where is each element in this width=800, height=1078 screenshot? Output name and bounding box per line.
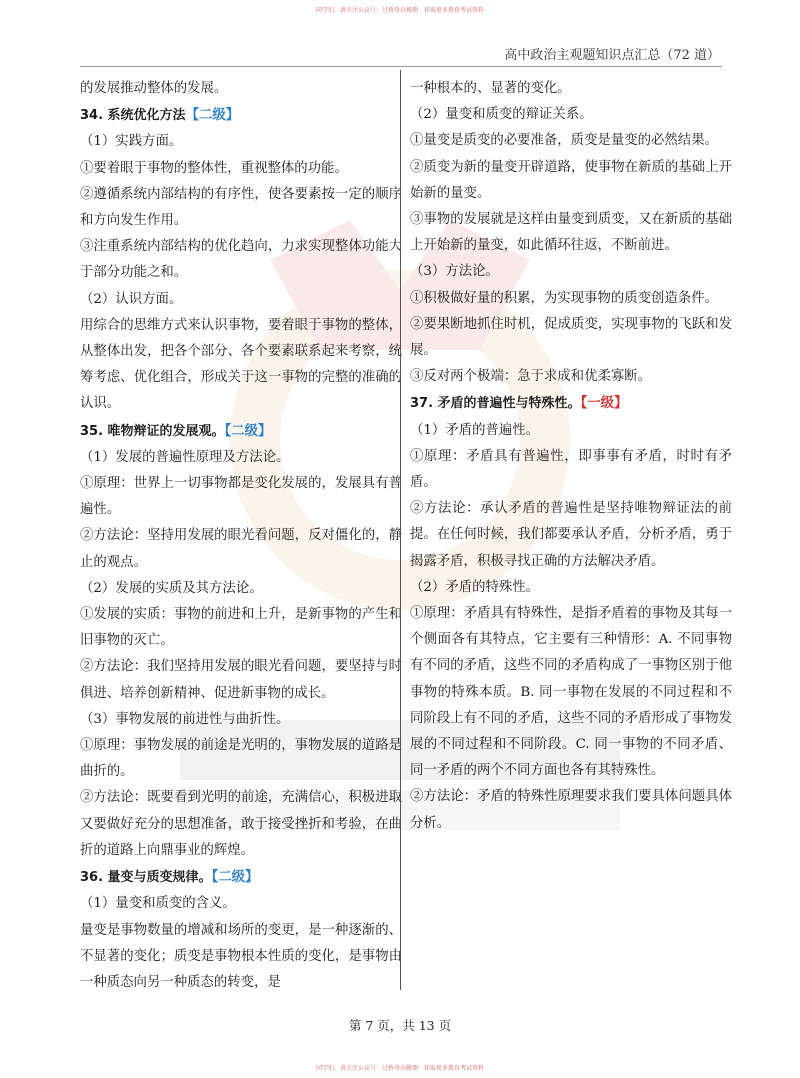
body-paragraph: ①要着眼于事物的整体性，重视整体的功能。 [80,160,348,176]
body-paragraph: ①量变是质变的必要准备，质变是量变的必然结果。 [410,133,718,149]
section-heading [80,418,402,445]
level-tag: 【一级】 [580,395,628,412]
body-paragraph: ③事物的发展就是这样由量变到质变，又在新质的基础上开始新的量变，如此循环往返，不断前进。 [410,212,732,254]
body-paragraph: 量变是事物数量的增减和场所的变更，是一种逐渐的、不显著的变化；质变是事物根本性质的变化，是事物由一种质态向另一种质态的转变，是 [80,922,402,990]
body-paragraph: 用综合的思维方式来认识事物，要着眼于事物的整体，从整体出发，把各个部分、各个要素联系起来考察，统筹考虑、优化组合，形成关于这一事物的完整的准确的认识。 [80,317,402,412]
body-paragraph: （2）认识方面。 [80,291,183,307]
body-paragraph: 的发展推动整体的发展。 [80,81,228,96]
body-paragraph: ②质变为新的量变开辟道路，使事物在新质的基础上开始新的量变。 [410,159,732,201]
body-paragraph: （2）量变和质变的辩证关系。 [410,107,593,123]
body-paragraph: ②要果断地抓住时机，促成质变，实现事物的飞跃和发展。 [410,316,732,359]
body-paragraph: （1）矛盾的普遍性。 [410,422,540,438]
right-column [410,76,732,837]
section-heading-title: 37. 矛盾的普遍性与特殊性。 [410,396,581,412]
body-paragraph: ②遵循系统内部结构的有序性，使各要素按一定的顺序和方向发生作用。 [80,186,402,229]
body-paragraph: ②方法论：我们坚持用发展的眼光看问题，要坚持与时俱进、培养创新精神、促进新事物的成长。 [80,659,402,701]
body-paragraph: （3）方法论。 [410,264,499,280]
body-paragraph: ③反对两个极端：急于求成和优柔寡断。 [410,369,652,385]
section-heading [80,102,402,129]
body-paragraph: ②方法论：坚持用发展的眼光看问题，反对僵化的，静止的观点。 [80,528,402,570]
header-rule [80,66,722,67]
section-heading [80,864,402,891]
body-paragraph: （1）发展的普遍性原理及方法论。 [80,449,290,465]
page-number: 第 7 页，共 13 页 [348,1018,452,1033]
body-paragraph: ①原理：矛盾具有普遍性，即事事有矛盾，时时有矛盾。 [410,448,732,491]
running-header: 高中政治主观题知识点汇总（72 道） [504,48,720,63]
bottom-watermark-text: 同学们，请关注公众号：过桥登高模测 获取更多教育考试资料 [315,1065,484,1072]
body-paragraph: ②方法论：承认矛盾的普遍性是坚持唯物辩证法的前提。在任何时候，我们都要承认矛盾，分析矛盾，勇于揭露矛盾，积极寻找正确的方法解决矛盾。 [410,501,732,569]
section-heading-title: 34. 系统优化方法 [80,108,186,124]
body-paragraph: ②方法论：既要看到光明的前途，充满信心，积极进取又要做好充分的思想准备，敢于接受挫折和考验，在曲折的道路上向鼎事业的辉煌。 [80,790,402,858]
body-paragraph: ①发展的实质：事物的前进和上升，是新事物的产生和旧事物的灭亡。 [80,607,402,649]
body-paragraph: （1）实践方面。 [80,134,183,150]
body-paragraph: ②方法论：矛盾的特殊性原理要求我们要具体问题具体分析。 [410,789,732,831]
body-paragraph: （2）矛盾的特殊性。 [410,579,540,595]
body-paragraph: ①原理：矛盾具有特殊性，是指矛盾着的事物及其每一个侧面各有其特点，它主要有三种情形：A. 不同事物有不同的矛盾，这些不同的矛盾构成了一事物区别于他事物的特殊本质。B. 同一事物在发展的不同过程和不同阶段上有不同的矛盾，这些不同的矛盾形成了事物发展的不同过程和不同阶段。C. 同一事物的不同矛盾、同一矛盾的两个不同方面也各有其特殊性。 [410,606,732,779]
section-heading-title: 35. 唯物辩证的发展观。 [80,423,225,439]
body-paragraph: ①原理：世界上一切事物都是变化发展的，发展具有普遍性。 [80,476,402,518]
level-tag: 【二级】 [185,107,240,124]
body-paragraph: （1）量变和质变的含义。 [80,896,236,912]
body-paragraph: （3）事物发展的前进性与曲折性。 [80,711,290,727]
body-paragraph: ①原理：事物发展的前途是光明的，事物发展的道路是曲折的。 [80,738,402,780]
section-heading-title: 36. 量变与质变规律。 [80,870,212,886]
level-tag: 【二级】 [211,869,259,886]
body-paragraph: （2）发展的实质及其方法论。 [80,580,263,596]
section-heading [410,390,732,417]
body-paragraph: ③注重系统内部结构的优化趋向，力求实现整体功能大于部分功能之和。 [80,239,402,281]
body-paragraph: ①积极做好量的积累，为实现事物的质变创造条件。 [410,290,718,306]
top-watermark-text: 同学们，请关注公众号：过桥登高模测 获取更多教育考试资料 [315,7,484,14]
column-divider [400,70,401,990]
body-paragraph: 一种根本的、显著的变化。 [410,81,571,96]
level-tag: 【二级】 [224,422,272,439]
left-column [80,76,402,996]
